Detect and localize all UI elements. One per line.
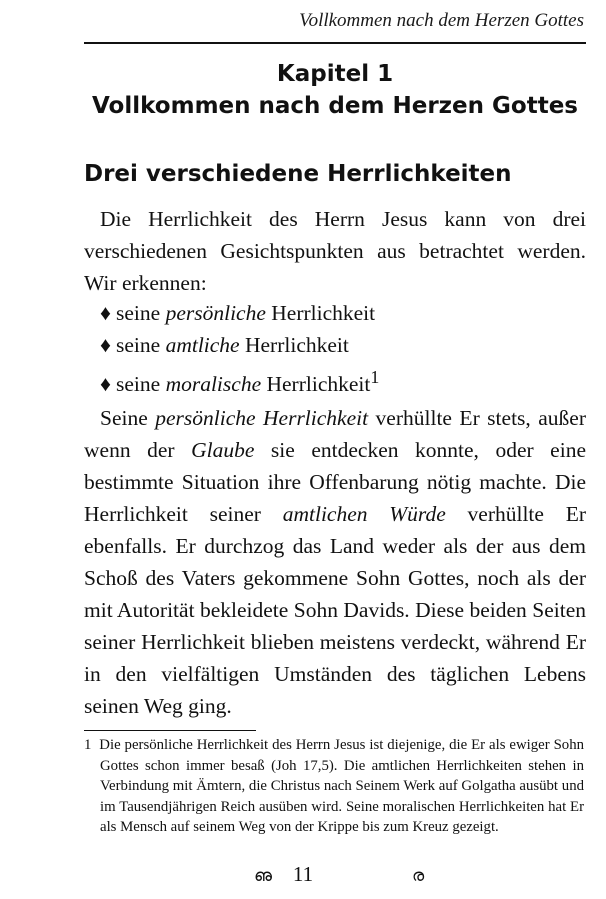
ornament-left-icon: ഌ bbox=[254, 866, 273, 886]
ornament-right-icon: ര bbox=[412, 866, 425, 886]
glory-list bbox=[100, 297, 379, 400]
chapter-number: Kapitel 1 bbox=[276, 61, 394, 87]
footnote-reference: 1 bbox=[370, 367, 380, 387]
header-rule bbox=[84, 42, 586, 44]
chapter-heading bbox=[84, 58, 586, 122]
diamond-bullet-icon: ♦ bbox=[100, 372, 111, 397]
page-number: 11 bbox=[292, 862, 314, 886]
running-head: Vollkommen nach dem Herzen Gottes bbox=[299, 10, 584, 31]
list-item: ♦ seine moralische Herrlichkeit$^1$ bbox=[100, 361, 379, 400]
list-item: ♦ seine amtliche Herrlichkeit bbox=[100, 329, 379, 361]
footnote-text: Die persönliche Herrlichkeit des Herrn Jesus ist diejenige, die Er als ewiger Sohn Gottes schon immer besaß (Joh 17,5). Die amtlichen Herrlichkeiten stehen in Verbindung mit Ämtern, die Christus nach Seinem Werk auf Golgatha ausübt und im Tausendjährigen Reich ausüben wird. Seine moralischen Herrlichkeiten hat Er als Mensch auf seinem Weg von der Krippe bis zum Kreuz gezeigt. bbox=[99, 737, 584, 835]
diamond-bullet-icon: ♦ bbox=[100, 301, 111, 325]
footnote-mark: 1 bbox=[84, 737, 92, 753]
footnote bbox=[84, 735, 584, 838]
intro-paragraph: Die Herrlichkeit des Herrn Jesus kann von drei verschiedenen Gesichtspunkten aus betrachtet werden. Wir erkennen: bbox=[84, 207, 586, 295]
section-title: Drei verschiedene Herrlichkeiten bbox=[84, 161, 512, 187]
list-item: ♦ seine persönliche Herrlichkeit bbox=[100, 297, 379, 329]
footnote-rule bbox=[84, 730, 256, 731]
diamond-bullet-icon: ♦ bbox=[100, 333, 111, 357]
chapter-title: Vollkommen nach dem Herzen Gottes bbox=[92, 93, 578, 119]
body-paragraph: Seine persönliche Herrlichkeit verhüllte Er stets, außer wenn der Glaube sie entdecken konnte, oder eine bestimmte Situation ihre Offenbarung nötig machte. Die Herrlichkeit seiner amtlichen Würde verhüllte Er ebenfalls. Er durchzog das Land weder als der aus dem Schoß des Vaters gekommene Sohn Gottes, noch als der mit Autorität bekleidete Sohn Davids. Diese beiden Seiten seiner Herrlichkeit blieben meistens verdeckt, während Er in den vielfältigen Umständen des täglichen Lebens seinen Weg ging. bbox=[84, 406, 586, 718]
